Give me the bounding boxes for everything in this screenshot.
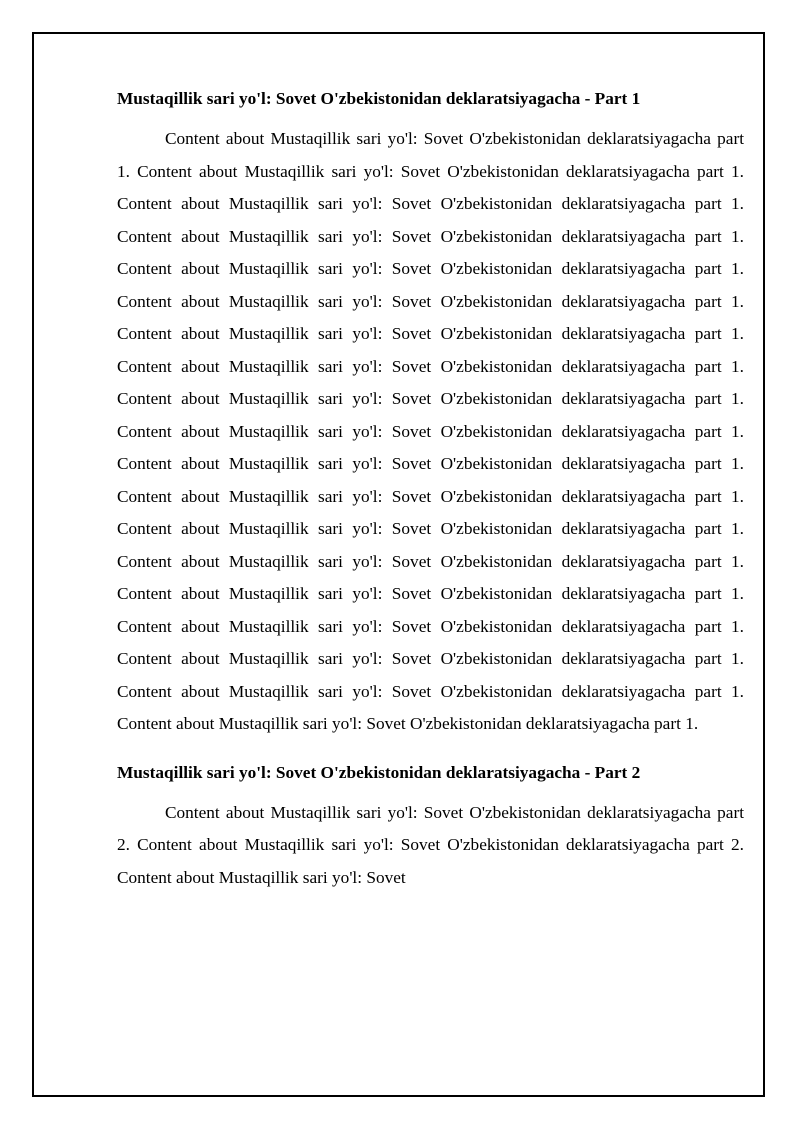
- section-heading: Mustaqillik sari yo'l: Sovet O'zbekistonidan deklaratsiyagacha - Part 2: [117, 762, 641, 782]
- document-content: [117, 87, 744, 914]
- section-body: Content about Mustaqillik sari yo'l: Sovet O'zbekistonidan deklaratsiyagacha part 2. Content about Mustaqillik sari yo'l: Sovet O'zbekistonidan deklaratsiyagacha part 2. Content about Mustaqillik sari yo'l: Sovet: [117, 802, 744, 887]
- section-part-2: [117, 761, 744, 895]
- page-frame: [32, 32, 765, 1097]
- section-heading: Mustaqillik sari yo'l: Sovet O'zbekistonidan deklaratsiyagacha - Part 1: [117, 89, 641, 108]
- section-body: Content about Mustaqillik sari yo'l: Sovet O'zbekistonidan deklaratsiyagacha part 1. Content about Mustaqillik sari yo'l: Sovet O'zbekistonidan deklaratsiyagacha part 1. Content about Mustaqillik sari yo'l: Sovet O'zbekistonidan deklaratsiyagacha part 1. Content about Mustaqillik sari yo'l: Sovet O'zbekistonidan deklaratsiyagacha part 1. Content about Mustaqillik sari yo'l: Sovet O'zbekistonidan deklaratsiyagacha part 1. Content about Mustaqillik sari yo'l: Sovet O'zbekistonidan deklaratsiyagacha part 1. Content about Mustaqillik sari yo'l: Sovet O'zbekistonidan deklaratsiyagacha part 1. Content about Mustaqillik sari yo'l: Sovet O'zbekistonidan deklaratsiyagacha part 1. Content about Mustaqillik sari yo'l: Sovet O'zbekistonidan deklaratsiyagacha part 1. Content about Mustaqillik sari yo'l: Sovet O'zbekistonidan deklaratsiyagacha part 1. Content about Mustaqillik sari yo'l: Sovet O'zbekistonidan deklaratsiyagacha part 1. Content about Mustaqillik sari yo'l: Sovet O'zbekistonidan deklaratsiyagacha part 1. Content about Mustaqillik sari yo'l: Sovet O'zbekistonidan deklaratsiyagacha part 1. Content about Mustaqillik sari yo'l: Sovet O'zbekistonidan deklaratsiyagacha part 1. Content about Mustaqillik sari yo'l: Sovet O'zbekistonidan deklaratsiyagacha part 1. Content about Mustaqillik sari yo'l: Sovet O'zbekistonidan deklaratsiyagacha part 1. Content about Mustaqillik sari yo'l: Sovet O'zbekistonidan deklaratsiyagacha part 1. Content about Mustaqillik sari yo'l: Sovet O'zbekistonidan deklaratsiyagacha part 1. Content about Mustaqillik sari yo'l: Sovet O'zbekistonidan deklaratsiyagacha part 1.: [117, 129, 744, 733]
- section-part-1: [117, 87, 744, 741]
